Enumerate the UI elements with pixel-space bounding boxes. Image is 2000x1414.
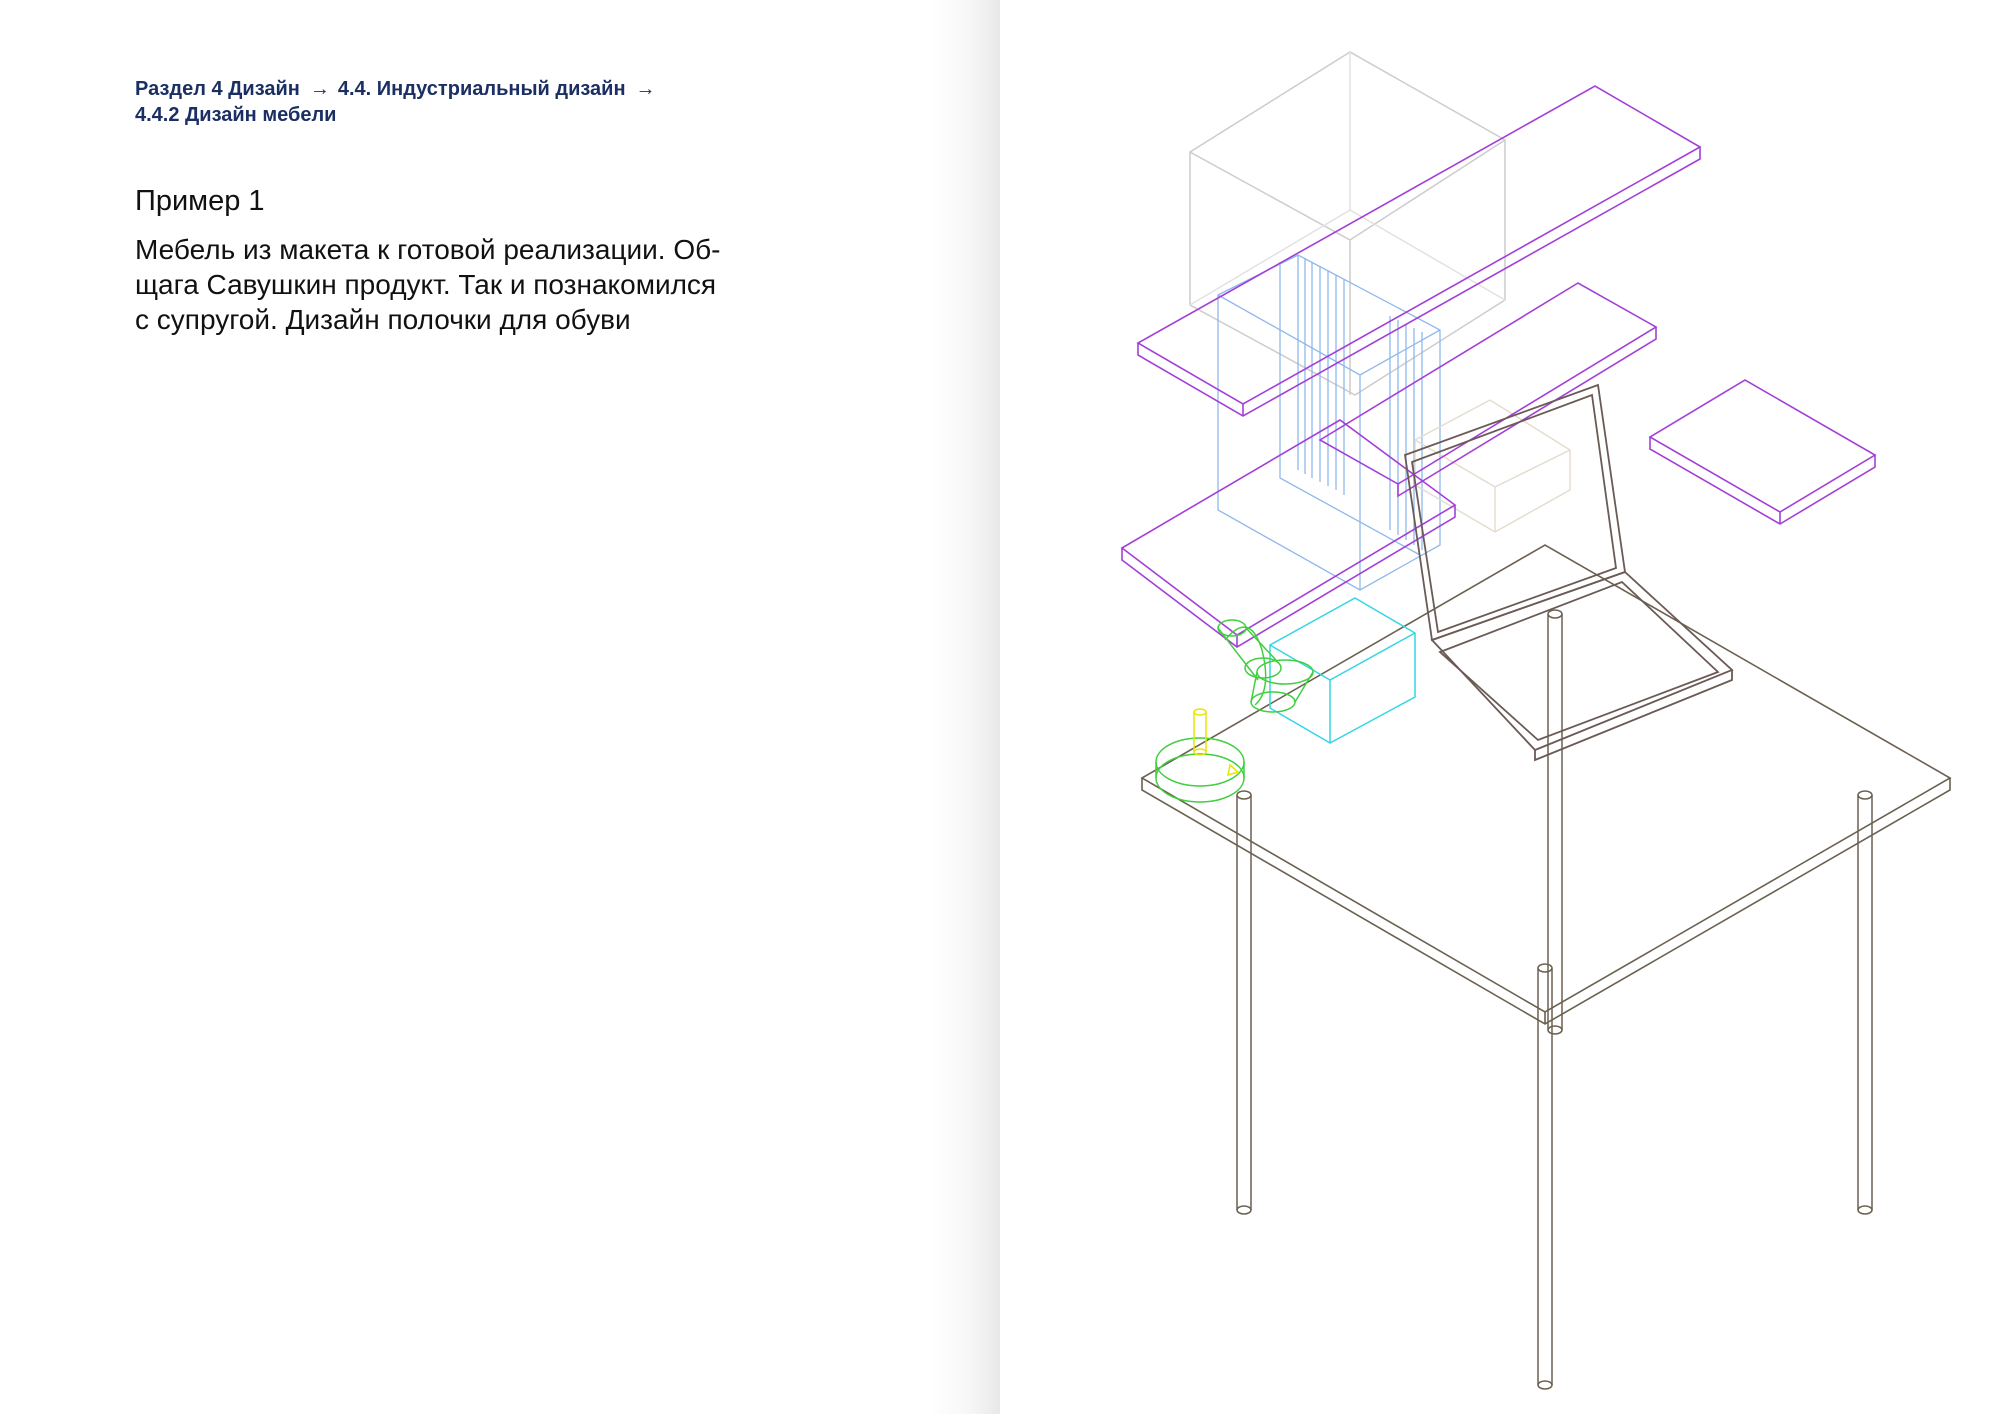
description-line: с супругой. Дизайн полочки для обуви — [135, 304, 631, 335]
green-dish — [1156, 738, 1244, 802]
arrow-right-icon: → — [635, 78, 656, 100]
yellow-cylinder — [1194, 709, 1238, 775]
breadcrumb-line-1 — [135, 76, 755, 102]
shelf-top — [1138, 86, 1700, 416]
beige-box — [1415, 400, 1570, 532]
shelf-middle — [1320, 283, 1656, 496]
glass-panels — [1218, 255, 1440, 590]
desk-top — [1142, 545, 1950, 1024]
breadcrumb-current: 4.4.2 Дизайн мебели — [135, 104, 337, 126]
desk-legs — [1237, 610, 1872, 1389]
ghost-cube — [1190, 52, 1505, 395]
example-title: Пример 1 — [135, 185, 265, 217]
description-line: Мебель из макета к готовой реализации. Об- — [135, 234, 721, 265]
breadcrumb — [135, 76, 755, 128]
isometric-furniture-drawing — [1000, 0, 2000, 1414]
shelf-small — [1650, 380, 1875, 524]
breadcrumb-section: Раздел 4 Дизайн — [135, 78, 300, 100]
laptop — [1405, 385, 1732, 760]
green-lamp — [1218, 620, 1313, 712]
description-line: щага Савушкин продукт. Так и познакомился — [135, 269, 717, 300]
arrow-right-icon: → — [309, 78, 330, 100]
example-description — [135, 232, 735, 337]
cyan-box — [1270, 598, 1415, 743]
breadcrumb-subsection: 4.4. Индустриальный дизайн — [337, 78, 626, 100]
gutter-shadow — [930, 0, 1000, 1414]
